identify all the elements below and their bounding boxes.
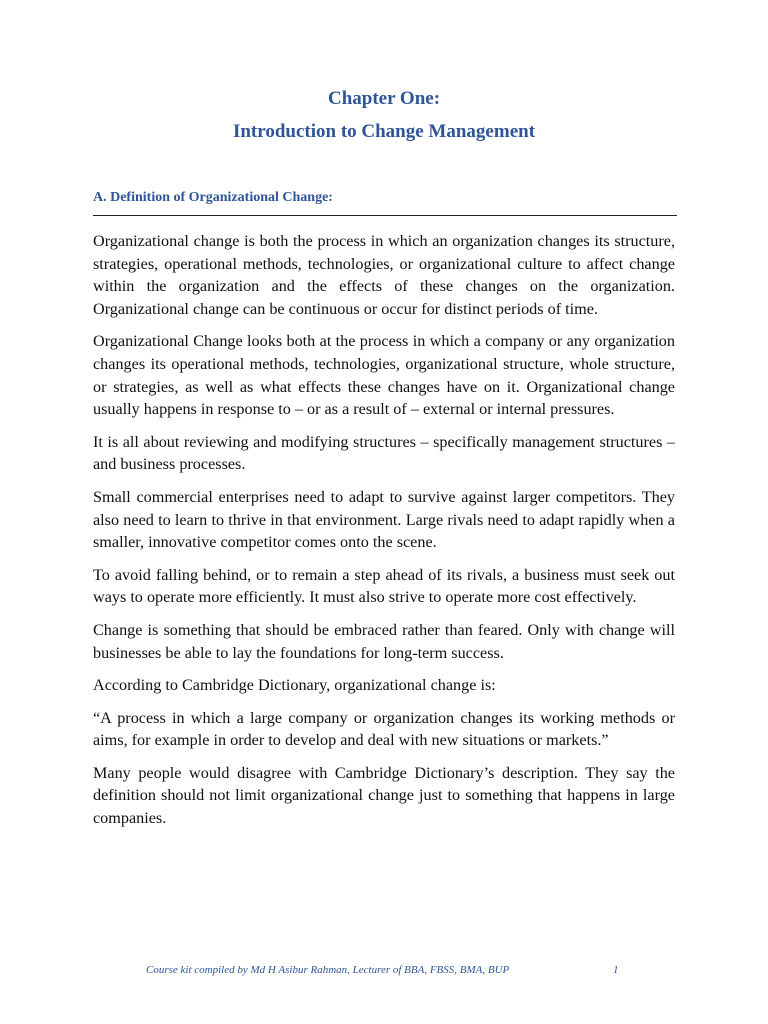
paragraph: According to Cambridge Dictionary, organizational change is:: [93, 676, 496, 695]
section-divider: [93, 215, 677, 216]
paragraph: Many people would disagree with Cambridge Dictionary’s description. They say the definition should not limit organizational change just to something that happens in large companies.: [93, 763, 675, 828]
paragraph: Organizational Change looks both at the process in which a company or any organization changes its operational methods, technologies, organizational structure, whole structure, or strategies, as well as what effects these changes have on it. Organizational change usually happens in response to – or as a result of – external or internal pressures.: [93, 332, 675, 419]
paragraph: Change is something that should be embraced rather than feared. Only with change will businesses be able to lay the foundations for long-term success.: [93, 620, 675, 662]
paragraph: Small commercial enterprises need to adapt to survive against larger competitors. They also need to learn to thrive in that environment. Large rivals need to adapt rapidly when a smaller, innovative competitor comes onto the scene.: [93, 487, 675, 552]
quote-paragraph: “A process in which a large company or organization changes its working methods or aims, for example in order to develop and deal with new situations or markets.”: [93, 708, 675, 750]
footer-credit: Course kit compiled by Md H Asibur Rahman, Lecturer of BBA, FBSS, BMA, BUP: [146, 964, 510, 976]
page-number: 1: [613, 964, 619, 976]
paragraph: It is all about reviewing and modifying structures – specifically management structures – and business processes.: [93, 432, 675, 474]
paragraph: Organizational change is both the process in which an organization changes its structure, strategies, operational methods, technologies, or organizational culture to affect change within the organization and the effects of these changes on the organization. Organizational change can be continuous or occur for distinct periods of time.: [93, 232, 675, 318]
chapter-title: Chapter One:: [327, 88, 441, 109]
paragraph: To avoid falling behind, or to remain a step ahead of its rivals, a business must seek out ways to operate more efficiently. It must also strive to operate more cost effectively.: [93, 565, 675, 607]
body-text: [93, 230, 675, 840]
section-heading: A. Definition of Organizational Change:: [93, 190, 333, 205]
chapter-subtitle: Introduction to Change Management: [232, 121, 536, 142]
